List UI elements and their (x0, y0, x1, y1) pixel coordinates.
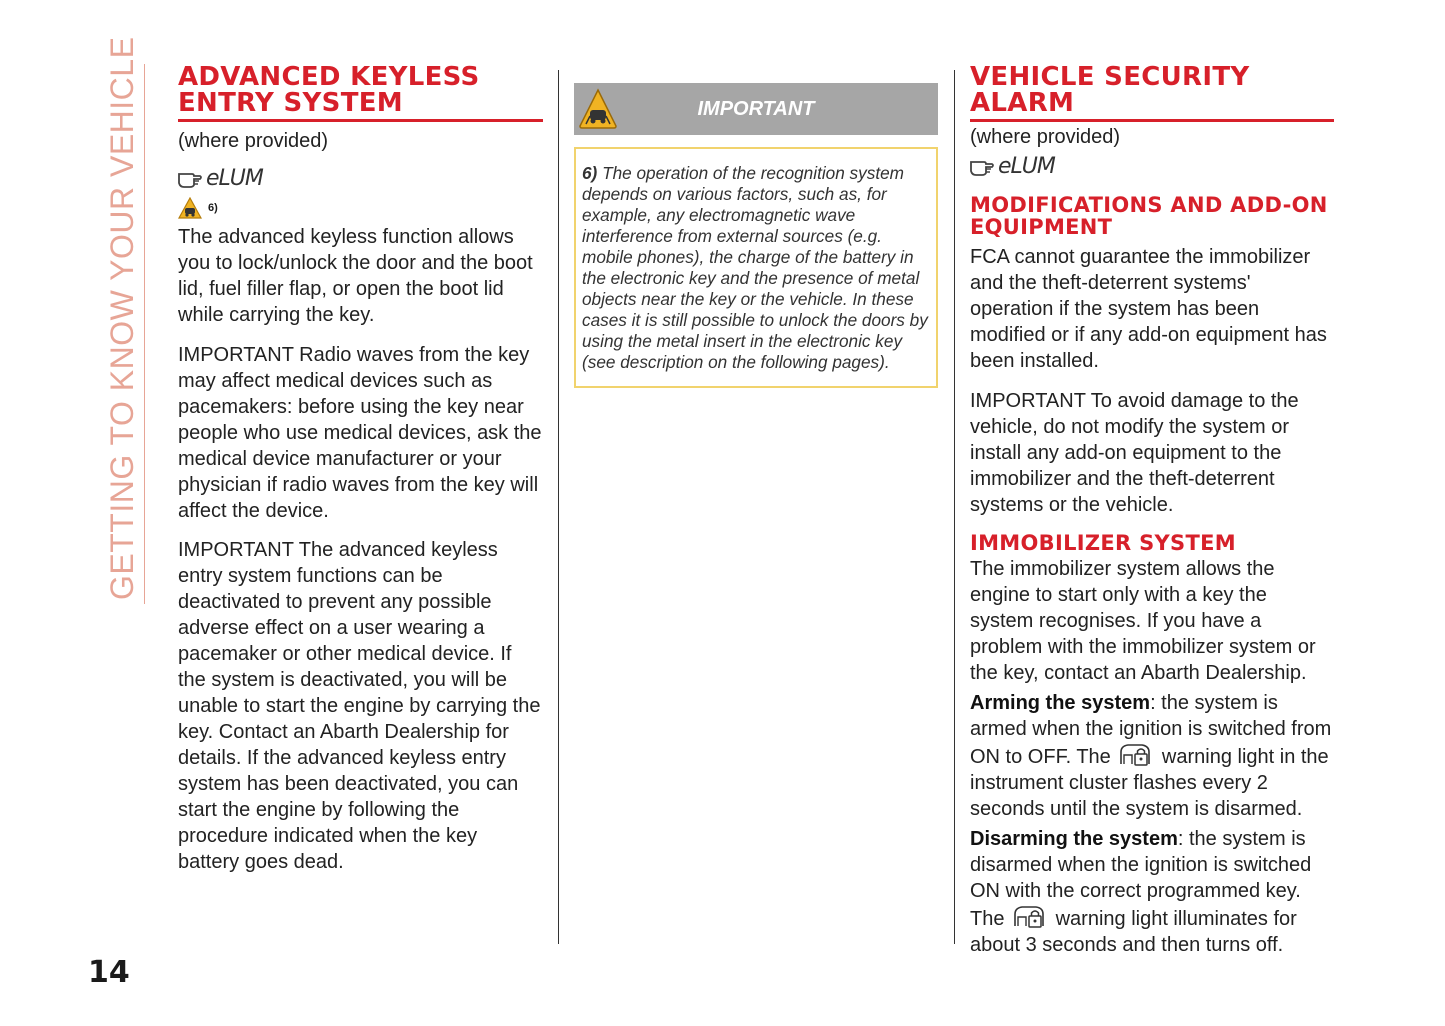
column-important-note (574, 64, 938, 388)
column-divider-1 (558, 70, 559, 944)
column-divider-2 (954, 70, 955, 944)
warning-reference (178, 196, 543, 220)
arming-paragraph (970, 690, 1334, 822)
elum-label: eLUM (206, 165, 263, 191)
disarming-text-1: : the system is disarmed when the ignition is switched ON with the correct programmed key. The (970, 828, 1312, 930)
security-alarm-title: VEHICLE SECURITY ALARM (970, 64, 1334, 122)
arming-text-1: : the system is armed when the ignition is switched from ON to OFF. The (970, 692, 1332, 768)
arming-text-2: warning light in the instrument cluster flashes every 2 seconds until the system is disarmed. (970, 746, 1329, 820)
disarming-text-2: warning light illuminates for about 3 seconds and then turns off. (970, 908, 1297, 956)
column-security-alarm (970, 64, 1334, 958)
keyless-paragraph-2: IMPORTANT Radio waves from the key may affect medical devices such as pacemakers: before using the key near people who use medical devices, ask the medical device manufacturer or your physician if radio waves from the key will affect the device. (178, 344, 542, 522)
immobilizer-warning-icon (1118, 742, 1154, 768)
column-keyless-entry (178, 64, 543, 875)
pointing-hand-icon (970, 156, 996, 176)
note-text: The operation of the recognition system depends on various factors, such as, for example, any electromagnetic wave interference from external sources (e.g. mobile phones), the charge of the battery in the electronic key and the presence of metal objects near the key or the vehicle. In these cases it is still possible to unlock the doors by using the metal insert in the electronic key (see description on the following pages). (582, 163, 928, 372)
page-number: 14 (88, 955, 130, 990)
warning-car-icon (178, 197, 202, 219)
modifications-heading: MODIFICATIONS AND ADD-ON EQUIPMENT (970, 193, 1328, 239)
important-label: IMPORTANT (697, 98, 815, 120)
disarming-label: Disarming the system (970, 828, 1178, 850)
keyless-entry-title: ADVANCED KEYLESS ENTRY SYSTEM (178, 64, 543, 122)
section-side-tab-label: GETTING TO KNOW YOUR VEHICLE (104, 36, 140, 600)
warning-reference-number: 6) (208, 202, 218, 214)
important-header (574, 83, 938, 135)
keyless-elum-badge (178, 164, 543, 192)
keyless-paragraph-1: The advanced keyless function allows you to lock/unlock the door and the boot lid, fuel filler flap, or open the boot lid while carrying the key. (178, 226, 533, 326)
alarm-where-provided: (where provided) (970, 126, 1121, 148)
important-note-box (574, 147, 938, 388)
keyless-paragraph-3: IMPORTANT The advanced keyless entry system functions can be deactivated to prevent any possible adverse effect on a user wearing a pacemaker or other medical device. If the system is deactivated, you will be unable to start the engine by carrying the key. Contact an Abarth Dealership for details. If the advanced keyless entry system has been deactivated, you can start the engine by following the procedure indicated when the key battery goes dead. (178, 539, 541, 873)
immobilizer-paragraph: The immobilizer system allows the engine to start only with a key the system recognises. If you have a problem with the immobilizer system or the key, contact an Abarth Dealership. (970, 558, 1316, 684)
alarm-elum-badge (970, 152, 1334, 180)
immobilizer-heading: IMMOBILIZER SYSTEM (970, 531, 1236, 555)
immobilizer-warning-icon (1012, 904, 1048, 930)
section-side-tab (100, 36, 145, 604)
disarming-paragraph (970, 826, 1334, 958)
modifications-important: IMPORTANT To avoid damage to the vehicle, do not modify the system or install any add-on equipment to the immobilizer and the theft-deterrent systems or the vehicle. (970, 390, 1299, 516)
modifications-paragraph: FCA cannot guarantee the immobilizer and the theft-deterrent systems' operation if the system has been modified or if any add-on equipment has been installed. (970, 246, 1327, 372)
keyless-where-provided: (where provided) (178, 130, 329, 152)
elum-label: eLUM (998, 153, 1055, 179)
arming-label: Arming the system (970, 692, 1151, 714)
pointing-hand-icon (178, 168, 204, 188)
note-number: 6) (582, 163, 598, 183)
